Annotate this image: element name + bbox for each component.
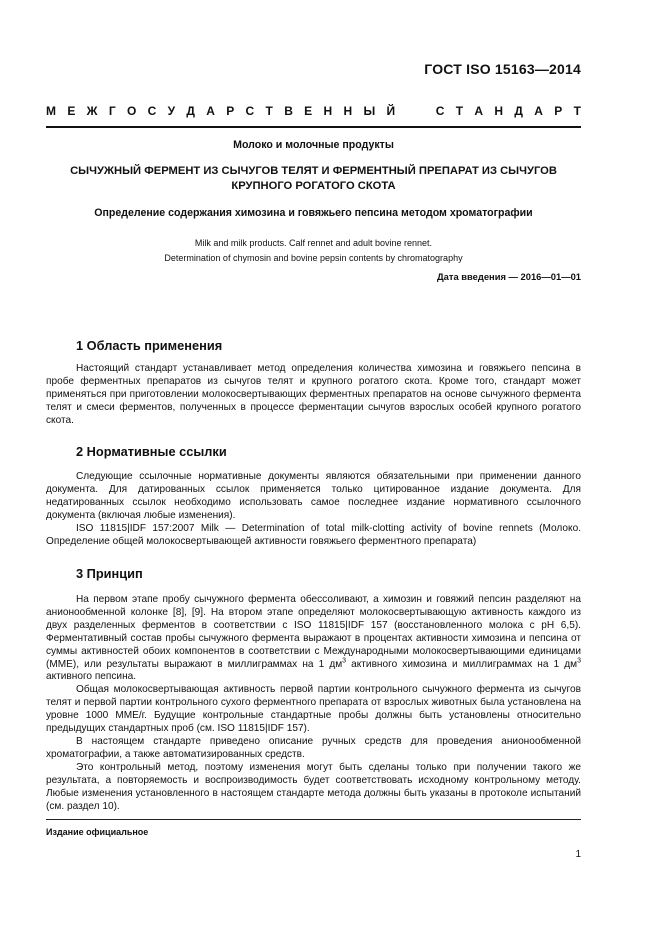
footer-rule bbox=[46, 819, 581, 820]
banner-letter: Т bbox=[455, 104, 464, 118]
banner-letter: Р bbox=[554, 104, 563, 118]
banner-letter: А bbox=[534, 104, 543, 118]
group-title: Молоко и молочные продукты bbox=[233, 139, 394, 151]
banner-letter: М bbox=[46, 104, 56, 118]
banner-letter: Н bbox=[343, 104, 353, 118]
paragraph: Следующие ссылочные нормативные документы являются обязательными при применении данного документа. Для датированных ссылок применяется только цитированное издание документа. Для недатированных ссылок необходимо использовать самое последнее издание нормативного ссылочного документа (включая любые изменения). bbox=[46, 471, 581, 521]
page-number: 1 bbox=[575, 849, 581, 860]
banner-letter: А bbox=[474, 104, 484, 118]
paragraph bbox=[46, 594, 581, 684]
banner-letter: С bbox=[435, 104, 445, 118]
banner-letter: Ы bbox=[363, 104, 376, 118]
section-2-heading: 2 Нормативные ссылки bbox=[76, 444, 227, 459]
banner-letter: Е bbox=[304, 104, 313, 118]
interstate-standard-banner bbox=[46, 104, 581, 118]
banner-letter: Н bbox=[494, 104, 504, 118]
text-run: активного пепсина. bbox=[46, 671, 137, 683]
banner-letter: Г bbox=[108, 104, 116, 118]
banner-letter: Й bbox=[386, 104, 396, 118]
text-run: На первом этапе пробу сычужного фермента обессоливают, а химозин и говяжий пепсин разделяют на анионообменной колонке [8], [9]. На втором этапе определяют молокосвертывающую активность каждого из двух разделенных ферментов в соответствии с ISO 11815|IDF 157 (восстановленного молока с рН 6,5). Ферментативный состав пробы сычужного фермента выражают в процентах активности химозина и пепсина от суммы активностей обоих компонентов в соответствии с Международными молокосвертывающими единицами (ММЕ), или результаты выражают в миллиграммах на 1 дм bbox=[46, 594, 581, 670]
standard-number: ГОСТ ISO 15163—2014 bbox=[424, 61, 581, 77]
english-title-line1: Milk and milk products. Calf rennet and adult bovine rennet. bbox=[194, 238, 433, 248]
header-rule bbox=[46, 126, 581, 128]
paragraph: Настоящий стандарт устанавливает метод определения количества химозина и говяжьего пепсина в пробе ферментных препаратов из сычугов телят и крупного рогатого скота. Кроме того, стандарт может применяться при приготовлении молокосвертывающих ферментных препаратов на основе сычужного фермента телят и смеси ферментов, полученных в процессе ферментации сычугов взрослых особей крупного рогатого скота. bbox=[46, 363, 581, 426]
superscript: 3 bbox=[342, 657, 347, 665]
english-title-line2: Determination of chymosin and bovine pepsin contents by chromatography bbox=[164, 252, 463, 263]
text-run: активного химозина и миллиграммах на 1 дм bbox=[346, 658, 578, 670]
introduction-date: Дата введения — 2016—01—01 bbox=[436, 271, 581, 282]
paragraph: Общая молокосвертывающая активность первой партии контрольного сычужного фермента из сычугов телят и первой партии контрольного сухого ферментного препарата от взрослых животных была установлена на уровне 1000 ММЕ/г. Будущие контрольные стандартные пробы должны быть установлены относительно предыдущих стандартных проб (см. ISO 11815|IDF 157). bbox=[46, 684, 581, 735]
banner-letter: У bbox=[167, 104, 176, 118]
banner-letter: О bbox=[126, 104, 137, 118]
banner-letter: А bbox=[206, 104, 215, 118]
banner-letter: С bbox=[147, 104, 157, 118]
superscript: 3 bbox=[577, 657, 581, 665]
banner-letter: Н bbox=[323, 104, 333, 118]
section-3-heading: 3 Принцип bbox=[76, 566, 143, 581]
banner-letter: Р bbox=[226, 104, 235, 118]
section-2-body bbox=[46, 471, 581, 548]
banner-letter: Д bbox=[514, 104, 523, 118]
section-3-body bbox=[46, 594, 581, 813]
banner-letter: В bbox=[284, 104, 293, 118]
banner-letter: С bbox=[245, 104, 255, 118]
paragraph: В настоящем стандарте приведено описание ручных средств для проведения анионообменной хроматографии, а также автоматизированных средств. bbox=[46, 735, 581, 760]
subtitle: Определение содержания химозина и говяжьего пепсина методом хроматографии bbox=[94, 207, 533, 219]
banner-letter: Ж bbox=[86, 104, 98, 118]
banner-letter: Д bbox=[186, 104, 195, 118]
banner-letter: Т bbox=[573, 104, 581, 118]
official-edition-note: Издание официальное bbox=[46, 827, 149, 837]
main-title: СЫЧУЖНЫЙ ФЕРМЕНТ ИЗ СЫЧУГОВ ТЕЛЯТ И ФЕРМЕНТНЫЙ ПРЕПАРАТ ИЗ СЫЧУГОВ КРУПНОГО РОГАТОГО СКОТА bbox=[70, 165, 557, 192]
banner-letter: Е bbox=[67, 104, 76, 118]
section-1-body bbox=[46, 363, 581, 428]
english-title bbox=[46, 236, 581, 265]
paragraph: ISO 11815|IDF 157:2007 Milk — Determination of total milk-clotting activity of bovine rennets (Молоко. Определение общей молокосвертывающей активности говяжьего ферментного препарата) bbox=[46, 522, 581, 547]
section-1-heading: 1 Область применения bbox=[76, 338, 223, 353]
paragraph: Это контрольный метод, поэтому изменения могут быть сделаны только при получении такого же результата, а повторяемость и воспроизводимость будет соответствовать исходному контрольному методу. Любые изменения установленного в настоящем стандарте метода должны быть указаны в протоколе испытаний (см. раздел 10). bbox=[46, 761, 581, 812]
banner-letter: Т bbox=[265, 104, 273, 118]
